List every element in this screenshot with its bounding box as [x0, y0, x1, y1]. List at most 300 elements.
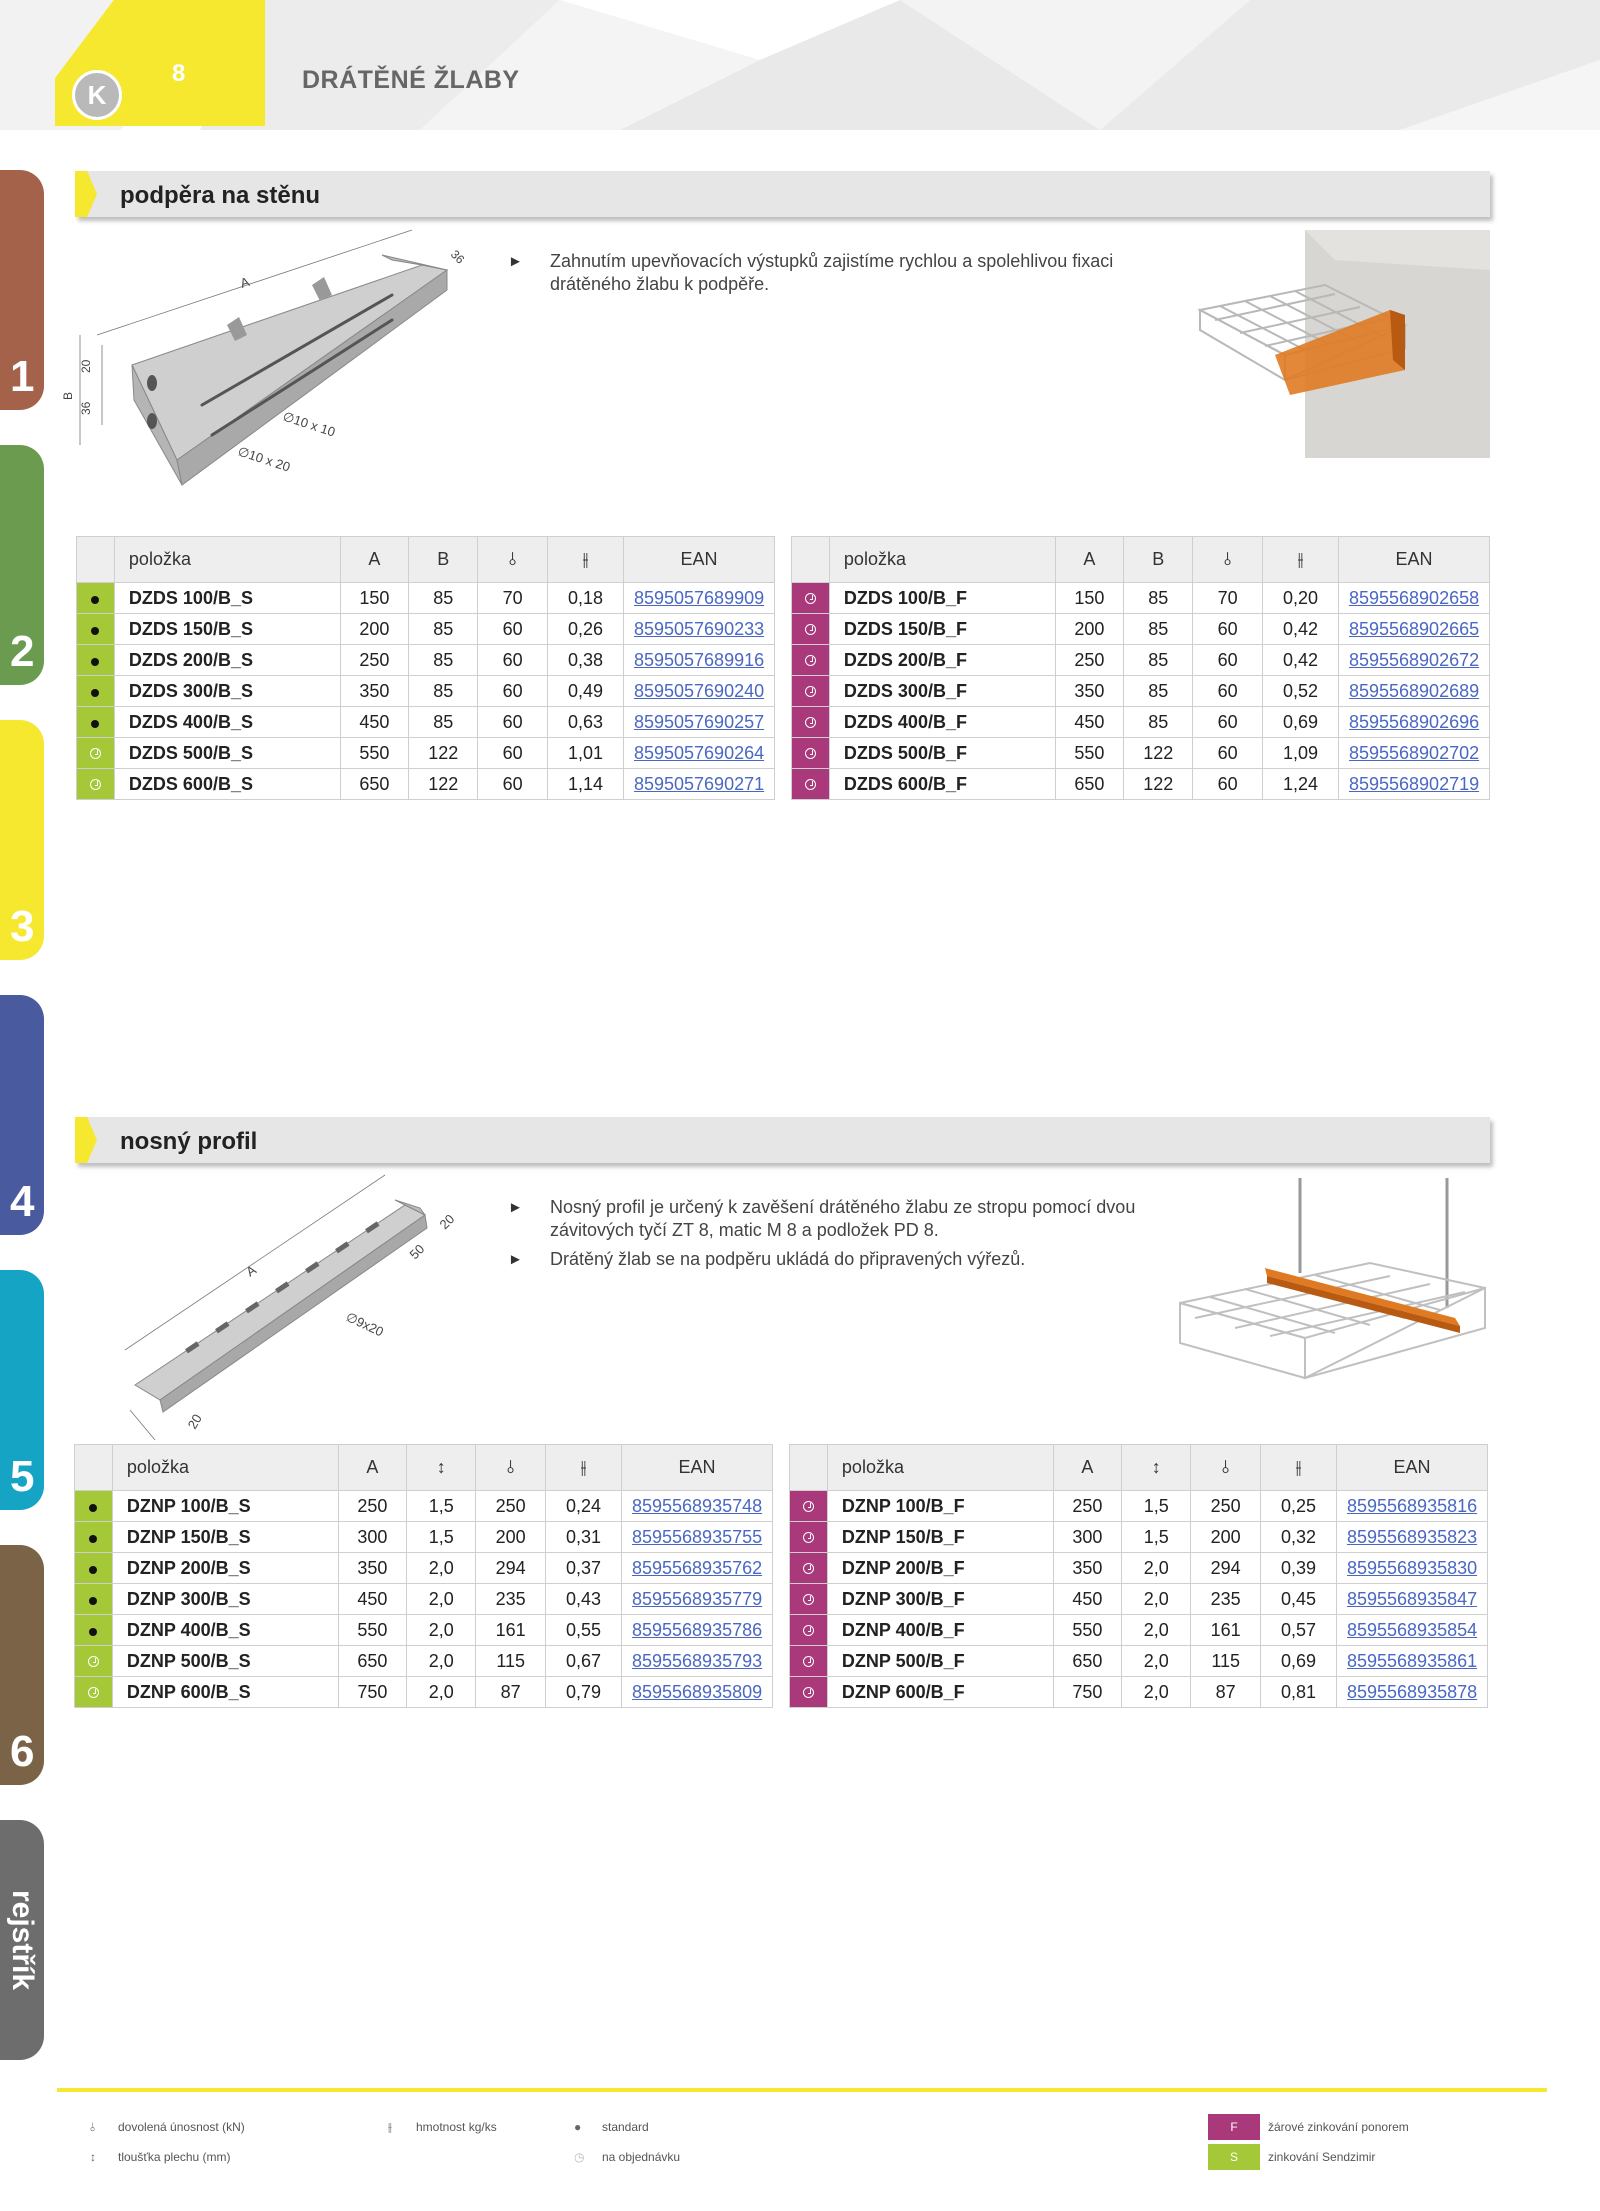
- value-b-cell: 1,5: [407, 1522, 476, 1553]
- value-b-cell: 2,0: [407, 1553, 476, 1584]
- dimension-20-label: 20: [436, 1211, 458, 1233]
- ean-link[interactable]: 8595057689909: [633, 587, 765, 608]
- weight-cell: 0,52: [1263, 676, 1339, 707]
- item-name-cell: DZNP 200/B_S: [112, 1553, 338, 1584]
- weight-cell: 0,26: [548, 614, 624, 645]
- value-b-cell: 2,0: [1122, 1615, 1191, 1646]
- hot-dip-marker: [790, 1615, 828, 1646]
- legend-weight: ⫲ hmotnost kg/ks: [388, 2120, 497, 2134]
- weight-cell: 0,69: [1261, 1646, 1337, 1677]
- value-b-cell: 85: [1124, 645, 1193, 676]
- table-row: [792, 676, 1490, 707]
- clock-icon: [803, 1532, 814, 1543]
- load-cell: 115: [1191, 1646, 1261, 1677]
- ean-cell: [1336, 1553, 1487, 1584]
- page-number: 8: [172, 60, 186, 87]
- wall-bracket-drawing: [61, 225, 468, 495]
- col-item: položka: [827, 1445, 1053, 1491]
- table-row: [75, 1677, 773, 1708]
- item-name-cell: DZDS 200/B_F: [829, 645, 1055, 676]
- ean-link[interactable]: 8595568902658: [1348, 587, 1480, 608]
- col-weight-icon: ⫲: [548, 537, 624, 583]
- ean-link[interactable]: 8595568935779: [631, 1588, 763, 1609]
- value-b-cell: 2,0: [1122, 1677, 1191, 1708]
- item-name-cell: DZNP 600/B_S: [112, 1677, 338, 1708]
- ean-cell: [1338, 769, 1489, 800]
- col-a: A: [1055, 537, 1124, 583]
- value-a-cell: 300: [338, 1522, 407, 1553]
- ean-link[interactable]: 8595568902702: [1348, 742, 1480, 763]
- hot-dip-marker: [790, 1584, 828, 1615]
- table-row: [792, 645, 1490, 676]
- ean-link[interactable]: 8595568935878: [1346, 1681, 1478, 1702]
- weight-cell: 0,55: [546, 1615, 622, 1646]
- load-cell: 60: [478, 614, 548, 645]
- value-a-cell: 650: [338, 1646, 407, 1677]
- table-row: [790, 1553, 1488, 1584]
- table-row: [77, 645, 775, 676]
- table-row: [790, 1615, 1488, 1646]
- col-load-icon: ⫰: [476, 1445, 546, 1491]
- table-header-row: [792, 537, 1490, 583]
- side-tab-6[interactable]: 6: [0, 1545, 44, 1785]
- sendzimir-marker: [77, 738, 115, 769]
- wall-bracket-table-s: [76, 536, 775, 800]
- load-cell: 115: [476, 1646, 546, 1677]
- value-a-cell: 350: [1053, 1553, 1122, 1584]
- footer-divider: [57, 2088, 1547, 2092]
- col-item: položka: [829, 537, 1055, 583]
- clock-icon: [803, 1687, 814, 1698]
- load-cell: 60: [478, 738, 548, 769]
- item-name-cell: DZDS 600/B_S: [114, 769, 340, 800]
- weight-cell: 0,43: [546, 1584, 622, 1615]
- ean-cell: [1336, 1584, 1487, 1615]
- hot-dip-marker: [792, 769, 830, 800]
- wall-bracket-photo: [1195, 230, 1490, 458]
- ean-link[interactable]: 8595568902696: [1348, 711, 1480, 732]
- value-a-cell: 150: [340, 583, 409, 614]
- weight-cell: 0,81: [1261, 1677, 1337, 1708]
- weight-cell: 0,67: [546, 1646, 622, 1677]
- weight-cell: 0,37: [546, 1553, 622, 1584]
- load-cell: 294: [476, 1553, 546, 1584]
- ean-cell: [623, 707, 774, 738]
- hot-dip-marker: [790, 1491, 828, 1522]
- ean-cell: [623, 583, 774, 614]
- table-row: [790, 1491, 1488, 1522]
- value-b-cell: 85: [1124, 583, 1193, 614]
- ean-link[interactable]: 8595568935786: [631, 1619, 763, 1640]
- item-name-cell: DZNP 300/B_S: [112, 1584, 338, 1615]
- weight-cell: 0,38: [548, 645, 624, 676]
- ean-link[interactable]: 8595568902665: [1348, 618, 1480, 639]
- sendzimir-marker: [75, 1615, 113, 1646]
- ean-link[interactable]: 8595568902689: [1348, 680, 1480, 701]
- hot-dip-marker: [792, 738, 830, 769]
- item-name-cell: DZDS 600/B_F: [829, 769, 1055, 800]
- clock-icon: [88, 1656, 99, 1667]
- ean-link[interactable]: 8595057690233: [633, 618, 765, 639]
- note-item: ► Zahnutím upevňovacích výstupků zajistíme rychlou a spolehlivou fixaci drátěného žlabu k podpěře.: [508, 250, 1148, 296]
- item-name-cell: DZDS 200/B_S: [114, 645, 340, 676]
- ean-link[interactable]: 8595057690240: [633, 680, 765, 701]
- clock-icon: [805, 593, 816, 604]
- sendzimir-marker: [75, 1584, 113, 1615]
- table-row: [77, 676, 775, 707]
- ean-link[interactable]: 8595568935830: [1346, 1557, 1478, 1578]
- table-header-row: [75, 1445, 773, 1491]
- value-b-cell: 2,0: [1122, 1553, 1191, 1584]
- ean-cell: [621, 1615, 772, 1646]
- value-a-cell: 550: [338, 1615, 407, 1646]
- standard-dot-icon: [91, 720, 99, 728]
- item-name-cell: DZDS 400/B_S: [114, 707, 340, 738]
- clock-icon: [88, 1687, 99, 1698]
- weight-cell: 1,01: [548, 738, 624, 769]
- ean-cell: [623, 614, 774, 645]
- legend-load: ⫰ dovolená únosnost (kN): [90, 2120, 245, 2134]
- value-a-cell: 250: [1053, 1491, 1122, 1522]
- note-item: ► Nosný profil je určený k zavěšení drátěného žlabu ze stropu pomocí dvou závitových tyčí ZT 8, matic M 8 a podložek PD 8.: [508, 1196, 1168, 1242]
- company-logo: K: [72, 70, 122, 120]
- sendzimir-marker: [77, 614, 115, 645]
- col-ean: EAN: [621, 1445, 772, 1491]
- weight-cell: 0,42: [1263, 645, 1339, 676]
- table-body: [790, 1491, 1488, 1708]
- clock-icon: [803, 1656, 814, 1667]
- col-thickness-icon: ↕: [407, 1445, 476, 1491]
- item-name-cell: DZDS 400/B_F: [829, 707, 1055, 738]
- col-a: A: [340, 537, 409, 583]
- item-name-cell: DZDS 500/B_F: [829, 738, 1055, 769]
- value-b-cell: 85: [409, 645, 478, 676]
- clock-icon: [805, 748, 816, 759]
- item-name-cell: DZNP 400/B_S: [112, 1615, 338, 1646]
- table-row: [75, 1615, 773, 1646]
- ean-cell: [1336, 1615, 1487, 1646]
- ean-cell: [623, 645, 774, 676]
- ean-cell: [1338, 614, 1489, 645]
- weight-cell: 0,18: [548, 583, 624, 614]
- item-name-cell: DZNP 400/B_F: [827, 1615, 1053, 1646]
- table-row: [790, 1646, 1488, 1677]
- value-b-cell: 122: [1124, 769, 1193, 800]
- weight-cell: 0,63: [548, 707, 624, 738]
- load-cell: 70: [478, 583, 548, 614]
- weight-cell: 1,24: [1263, 769, 1339, 800]
- value-b-cell: 1,5: [1122, 1491, 1191, 1522]
- ean-cell: [621, 1646, 772, 1677]
- clock-icon: [805, 717, 816, 728]
- weight-cell: 0,79: [546, 1677, 622, 1708]
- ean-cell: [621, 1522, 772, 1553]
- weight-cell: 0,42: [1263, 614, 1339, 645]
- value-b-cell: 122: [1124, 738, 1193, 769]
- weight-cell: 0,69: [1263, 707, 1339, 738]
- thickness-icon: ↕: [90, 2150, 96, 2164]
- item-name-cell: DZNP 500/B_F: [827, 1646, 1053, 1677]
- ean-cell: [1336, 1522, 1487, 1553]
- load-icon: ⫰: [90, 2120, 96, 2134]
- value-b-cell: 122: [409, 738, 478, 769]
- ean-link[interactable]: 8595568935762: [631, 1557, 763, 1578]
- standard-dot-icon: [91, 596, 99, 604]
- ean-link[interactable]: 8595057689916: [633, 649, 765, 670]
- ean-link[interactable]: 8595568902719: [1348, 773, 1480, 794]
- item-name-cell: DZNP 500/B_S: [112, 1646, 338, 1677]
- ean-link[interactable]: 8595568935861: [1346, 1650, 1478, 1671]
- clock-icon: [805, 624, 816, 635]
- value-a-cell: 450: [1053, 1584, 1122, 1615]
- weight-icon: ⫲: [388, 2120, 392, 2134]
- standard-dot-icon: ●: [574, 2120, 582, 2134]
- dimension-b-label: B: [61, 391, 75, 400]
- value-a-cell: 450: [338, 1584, 407, 1615]
- ean-link[interactable]: 8595057690257: [633, 711, 765, 732]
- value-a-cell: 300: [1053, 1522, 1122, 1553]
- clock-icon: [803, 1594, 814, 1605]
- item-name-cell: DZNP 600/B_F: [827, 1677, 1053, 1708]
- side-tab-index[interactable]: rejstřík: [0, 1820, 44, 2060]
- value-b-cell: 1,5: [407, 1491, 476, 1522]
- ean-link[interactable]: 8595568935755: [631, 1526, 763, 1547]
- section-header-wall-bracket: [75, 171, 1490, 217]
- support-profile-drawing: [115, 1180, 485, 1440]
- value-a-cell: 550: [1053, 1615, 1122, 1646]
- clock-icon: [90, 779, 101, 790]
- value-b-cell: 85: [409, 707, 478, 738]
- load-cell: 60: [1193, 707, 1263, 738]
- weight-cell: 0,31: [546, 1522, 622, 1553]
- standard-dot-icon: [91, 689, 99, 697]
- item-name-cell: DZDS 300/B_F: [829, 676, 1055, 707]
- item-name-cell: DZNP 150/B_F: [827, 1522, 1053, 1553]
- ean-link[interactable]: 8595057690271: [633, 773, 765, 794]
- col-ean: EAN: [623, 537, 774, 583]
- ean-link[interactable]: 8595568935816: [1346, 1495, 1478, 1516]
- clock-icon: ◷: [574, 2150, 585, 2164]
- load-cell: 60: [1193, 645, 1263, 676]
- ean-link[interactable]: 8595568935809: [631, 1681, 763, 1702]
- load-cell: 60: [1193, 738, 1263, 769]
- table-row: [77, 614, 775, 645]
- dimension-20-label: 20: [79, 359, 93, 373]
- legend-standard: ● standard: [574, 2120, 649, 2134]
- value-b-cell: 122: [409, 769, 478, 800]
- weight-cell: 0,32: [1261, 1522, 1337, 1553]
- clock-icon: [805, 779, 816, 790]
- side-tab-4[interactable]: 4: [0, 995, 44, 1235]
- value-b-cell: 85: [1124, 614, 1193, 645]
- load-cell: 60: [478, 769, 548, 800]
- load-cell: 250: [476, 1491, 546, 1522]
- section2-notes: [508, 1196, 1168, 1277]
- table-body: [792, 583, 1490, 800]
- hot-dip-marker: [790, 1553, 828, 1584]
- sendzimir-marker: [77, 676, 115, 707]
- col-load-icon: ⫰: [478, 537, 548, 583]
- legend-on-order: ◷ na objednávku: [574, 2150, 681, 2164]
- value-a-cell: 250: [340, 645, 409, 676]
- col-weight-icon: ⫲: [1261, 1445, 1337, 1491]
- side-tab-3[interactable]: 3: [0, 720, 44, 960]
- value-a-cell: 250: [338, 1491, 407, 1522]
- ean-link[interactable]: 8595568935793: [631, 1650, 763, 1671]
- standard-dot-icon: [89, 1535, 97, 1543]
- item-name-cell: DZDS 150/B_F: [829, 614, 1055, 645]
- load-cell: 60: [1193, 676, 1263, 707]
- col-load-icon: ⫰: [1193, 537, 1263, 583]
- hot-dip-marker: [790, 1646, 828, 1677]
- table-row: [75, 1522, 773, 1553]
- col-weight-icon: ⫲: [546, 1445, 622, 1491]
- ean-link[interactable]: 8595568935847: [1346, 1588, 1478, 1609]
- standard-dot-icon: [89, 1566, 97, 1574]
- load-cell: 294: [1191, 1553, 1261, 1584]
- clock-icon: [803, 1501, 814, 1512]
- ean-cell: [1336, 1491, 1487, 1522]
- weight-cell: 0,39: [1261, 1553, 1337, 1584]
- table-row: [75, 1553, 773, 1584]
- ean-cell: [623, 769, 774, 800]
- ean-link[interactable]: 8595568935748: [631, 1495, 763, 1516]
- wall-bracket-table-f: [791, 536, 1490, 800]
- ean-link[interactable]: 8595057690264: [633, 742, 765, 763]
- load-cell: 87: [476, 1677, 546, 1708]
- item-name-cell: DZNP 100/B_S: [112, 1491, 338, 1522]
- value-b-cell: 85: [409, 583, 478, 614]
- table-row: [77, 583, 775, 614]
- value-b-cell: 2,0: [407, 1584, 476, 1615]
- table-row: [75, 1584, 773, 1615]
- table-body: [75, 1491, 773, 1708]
- ean-cell: [1338, 676, 1489, 707]
- table-row: [792, 769, 1490, 800]
- table-header-row: [790, 1445, 1488, 1491]
- table-row: [792, 614, 1490, 645]
- value-b-cell: 85: [1124, 707, 1193, 738]
- hot-dip-marker: [792, 614, 830, 645]
- clock-icon: [803, 1625, 814, 1636]
- hole-9x20-label: ∅9x20: [343, 1309, 386, 1340]
- side-tab-1[interactable]: 1: [0, 170, 44, 410]
- sendzimir-marker: [77, 645, 115, 676]
- weight-cell: 0,20: [1263, 583, 1339, 614]
- load-cell: 235: [1191, 1584, 1261, 1615]
- sendzimir-marker: [75, 1491, 113, 1522]
- item-name-cell: DZDS 100/B_S: [114, 583, 340, 614]
- value-b-cell: 85: [409, 614, 478, 645]
- table-body: [77, 583, 775, 800]
- table-row: [792, 583, 1490, 614]
- value-a-cell: 200: [1055, 614, 1124, 645]
- standard-dot-icon: [89, 1628, 97, 1636]
- load-cell: 161: [1191, 1615, 1261, 1646]
- load-cell: 250: [1191, 1491, 1261, 1522]
- table-row: [77, 738, 775, 769]
- support-profile-table-f: [789, 1444, 1488, 1708]
- col-b: B: [1124, 537, 1193, 583]
- value-a-cell: 550: [340, 738, 409, 769]
- item-name-cell: DZDS 300/B_S: [114, 676, 340, 707]
- col-item: položka: [112, 1445, 338, 1491]
- hot-dip-marker: [790, 1677, 828, 1708]
- section-title: podpěra na stěnu: [120, 182, 321, 209]
- item-name-cell: DZNP 200/B_F: [827, 1553, 1053, 1584]
- value-a-cell: 250: [1055, 645, 1124, 676]
- page-title: DRÁTĚNÉ ŽLABY: [302, 66, 520, 94]
- value-a-cell: 650: [340, 769, 409, 800]
- ean-cell: [1336, 1677, 1487, 1708]
- section-title: nosný profil: [120, 1128, 258, 1155]
- ean-cell: [1336, 1646, 1487, 1677]
- item-name-cell: DZDS 500/B_S: [114, 738, 340, 769]
- item-name-cell: DZNP 300/B_F: [827, 1584, 1053, 1615]
- col-thickness-icon: ↕: [1122, 1445, 1191, 1491]
- legend-f-label: žárové zinkování ponorem: [1268, 2120, 1409, 2134]
- support-profile-photo: [1175, 1178, 1490, 1383]
- ean-cell: [621, 1553, 772, 1584]
- side-tab-5[interactable]: 5: [0, 1270, 44, 1510]
- legend-f-swatch: F: [1208, 2114, 1260, 2140]
- sendzimir-marker: [75, 1677, 113, 1708]
- sendzimir-marker: [77, 583, 115, 614]
- section-arrow-icon: [75, 171, 97, 217]
- ean-cell: [623, 738, 774, 769]
- legend-s-swatch: S: [1208, 2144, 1260, 2170]
- item-name-cell: DZNP 150/B_S: [112, 1522, 338, 1553]
- ean-cell: [1338, 738, 1489, 769]
- ean-link[interactable]: 8595568902672: [1348, 649, 1480, 670]
- legend-thickness: ↕ tloušťka plechu (mm): [90, 2150, 231, 2164]
- value-b-cell: 2,0: [407, 1677, 476, 1708]
- ean-link[interactable]: 8595568935854: [1346, 1619, 1478, 1640]
- dimension-a-label: A: [243, 1262, 259, 1280]
- item-name-cell: DZDS 100/B_F: [829, 583, 1055, 614]
- weight-cell: 0,49: [548, 676, 624, 707]
- weight-cell: 0,25: [1261, 1491, 1337, 1522]
- standard-dot-icon: [91, 658, 99, 666]
- value-a-cell: 150: [1055, 583, 1124, 614]
- value-b-cell: 85: [409, 676, 478, 707]
- value-b-cell: 2,0: [1122, 1584, 1191, 1615]
- dimension-20b-label: 20: [184, 1411, 205, 1432]
- value-a-cell: 550: [1055, 738, 1124, 769]
- ean-cell: [1338, 583, 1489, 614]
- legend-s-label: zinkování Sendzimir: [1268, 2150, 1376, 2164]
- value-b-cell: 2,0: [407, 1646, 476, 1677]
- load-cell: 200: [1191, 1522, 1261, 1553]
- hot-dip-marker: [792, 583, 830, 614]
- table-row: [790, 1522, 1488, 1553]
- col-ean: EAN: [1336, 1445, 1487, 1491]
- ean-link[interactable]: 8595568935823: [1346, 1526, 1478, 1547]
- table-row: [790, 1584, 1488, 1615]
- dimension-50-label: 50: [406, 1241, 428, 1263]
- side-tab-2[interactable]: 2: [0, 445, 44, 685]
- col-a: A: [1053, 1445, 1122, 1491]
- weight-cell: 1,14: [548, 769, 624, 800]
- ean-cell: [621, 1584, 772, 1615]
- table-row: [77, 707, 775, 738]
- ean-cell: [623, 676, 774, 707]
- support-profile-table-s: [74, 1444, 773, 1708]
- clock-icon: [90, 748, 101, 759]
- ean-cell: [1338, 707, 1489, 738]
- value-a-cell: 350: [338, 1553, 407, 1584]
- value-b-cell: 85: [1124, 676, 1193, 707]
